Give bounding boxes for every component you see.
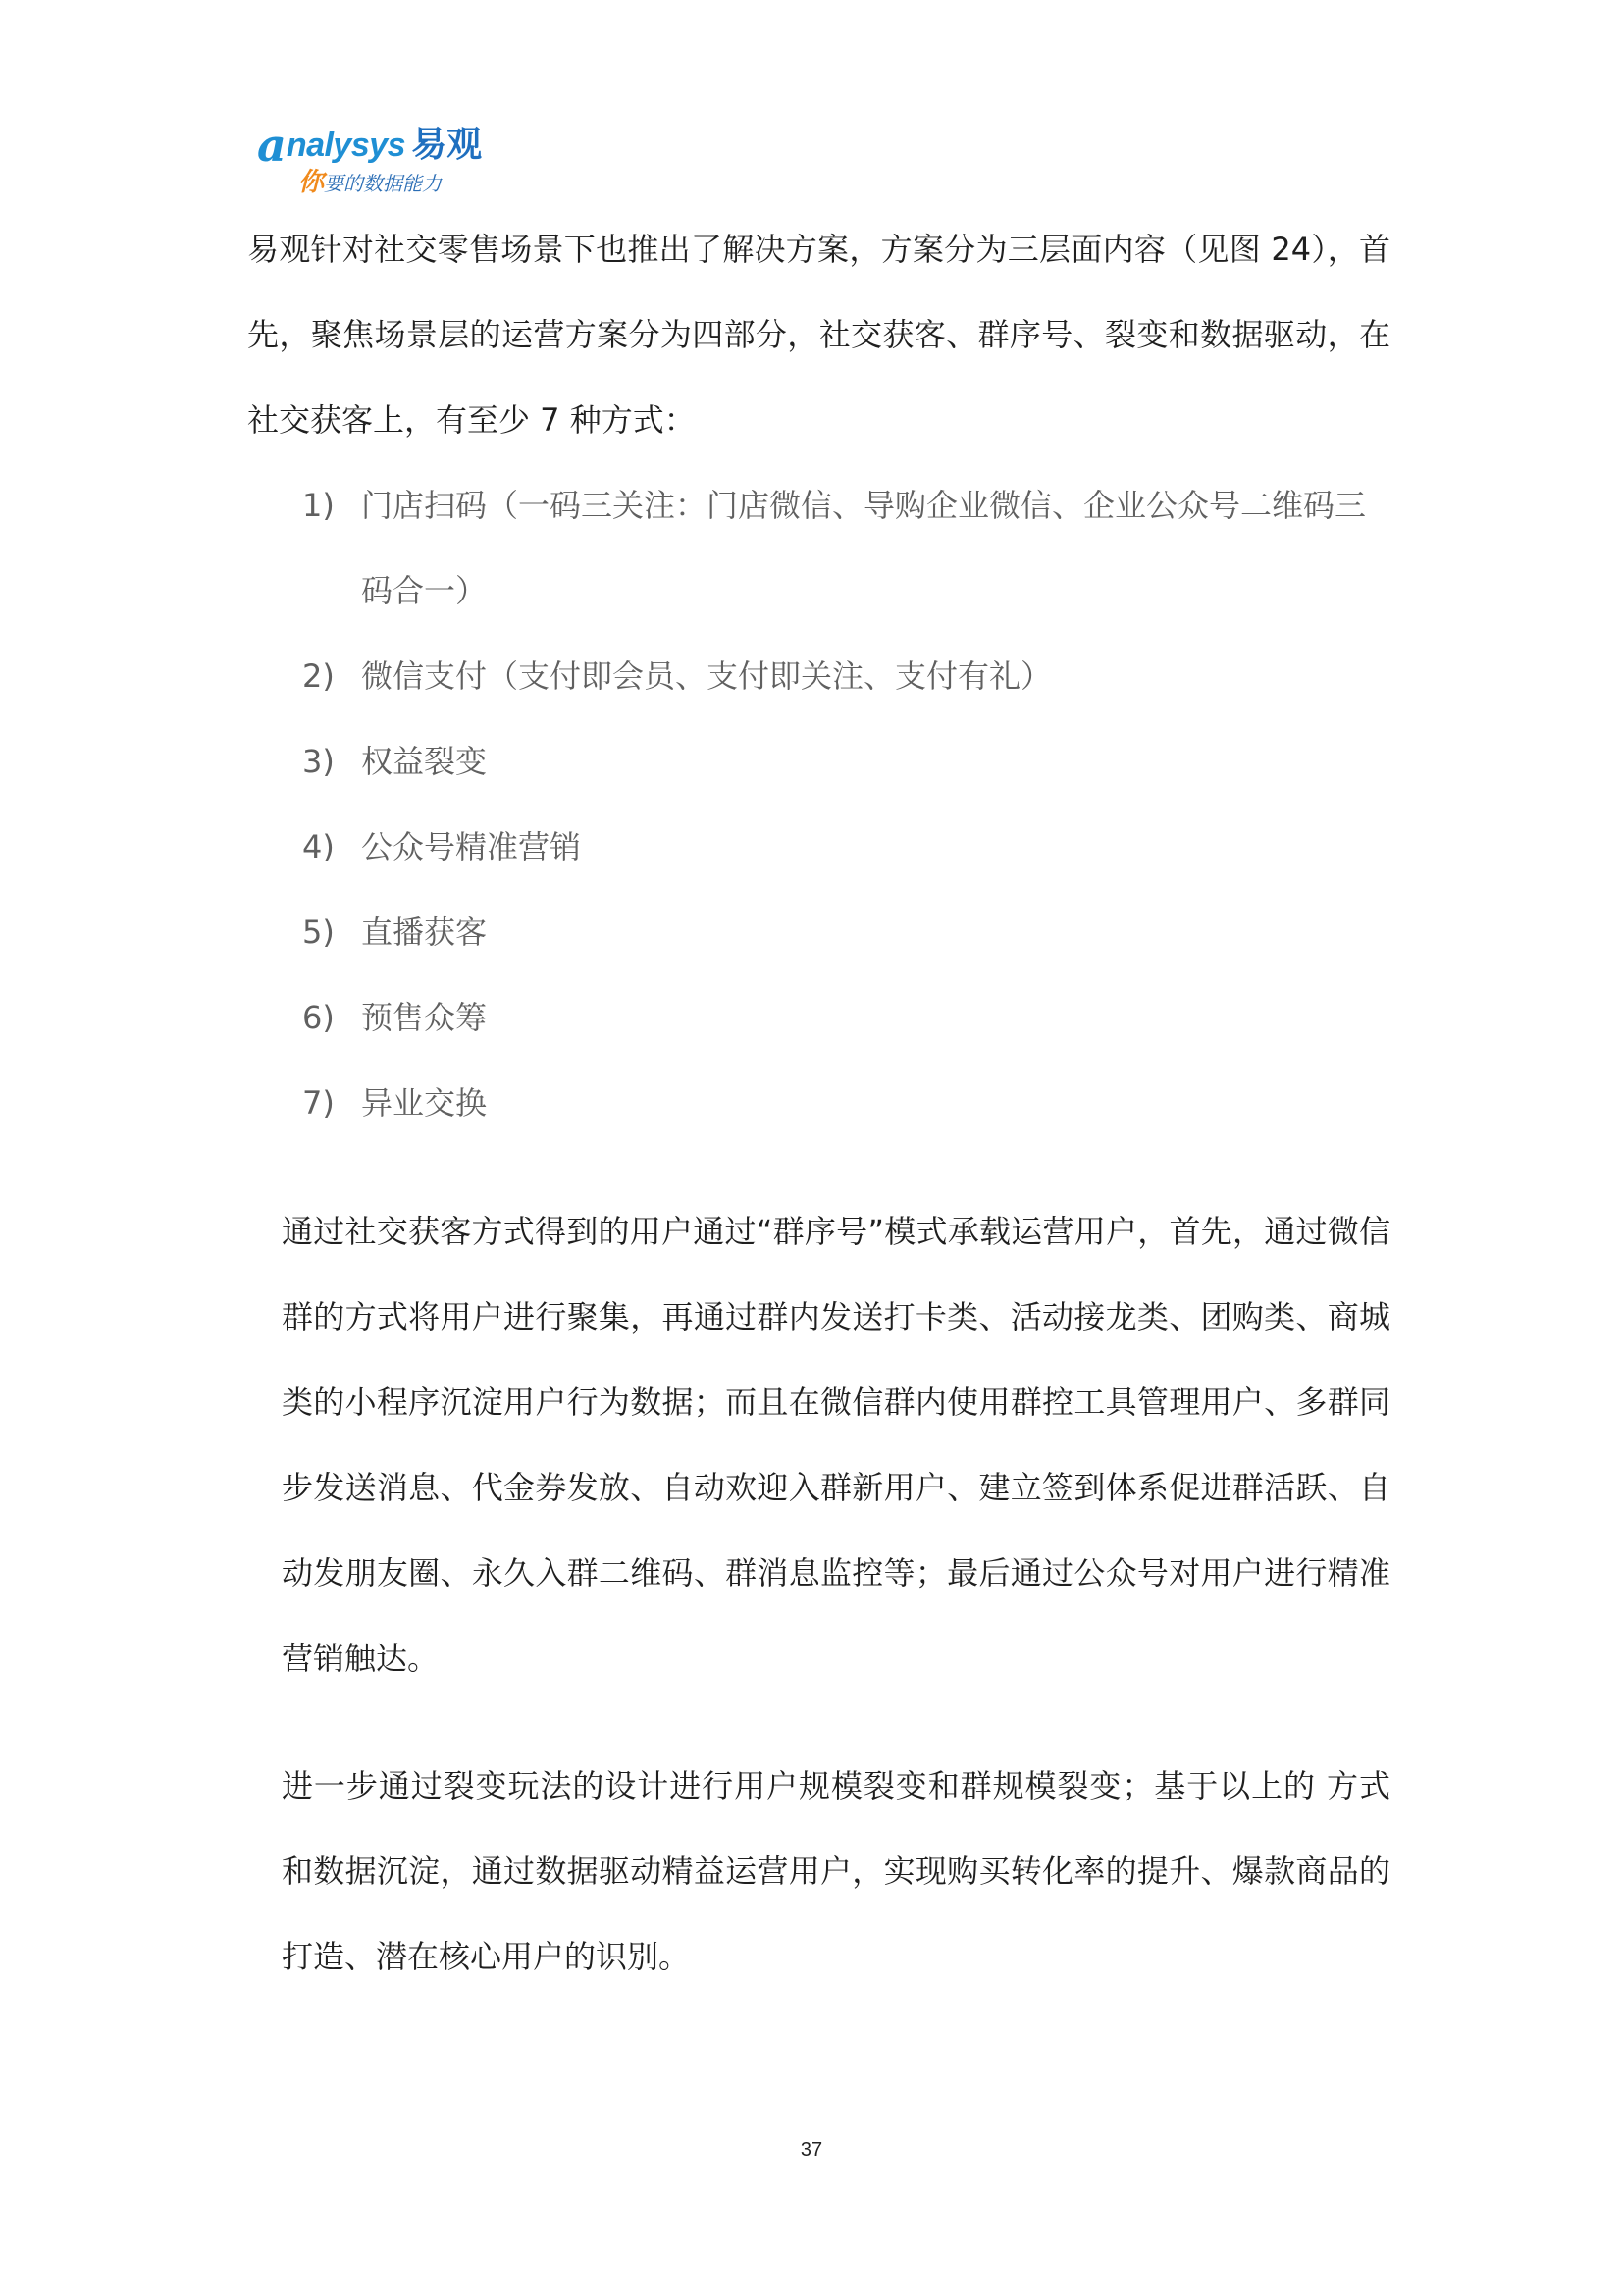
list-item-text: 微信支付（支付即会员、支付即关注、支付有礼） — [361, 657, 1053, 695]
list-item-text: 异业交换 — [361, 1084, 488, 1122]
list-item-number: 2) — [302, 657, 335, 695]
list-item-number: 7) — [302, 1084, 335, 1122]
analysys-logo — [257, 120, 512, 198]
page-number: 37 — [800, 2139, 823, 2161]
list-item-number: 1) — [302, 487, 335, 524]
logo-wordmark: nalysys — [286, 127, 406, 164]
list-item — [302, 463, 1391, 634]
list-item-text: 权益裂变 — [361, 743, 488, 780]
intro-paragraph: 易观针对社交零售场景下也推出了解决方案，方案分为三层面内容（见图 24），首先，聚焦场景层的运营方案分为四部分，社交获客、群序号、裂变和数据驱动，在社交获客上，有至少 7 种方式： — [247, 231, 1390, 439]
logo-brand — [257, 120, 482, 171]
list-item-number: 3) — [302, 743, 335, 780]
list-item — [302, 1061, 1391, 1146]
group-operation-paragraph: 通过社交获客方式得到的用户通过“群序号”模式承载运营用户，首先，通过微信群的方式将用户进行聚集，再通过群内发送打卡类、活动接龙类、团购类、商城类的小程序沉淀用户行为数据；而且在微信群内使用群控工具管理用户、多群同步发送消息、代金券发放、自动欢迎入群新用户、建立签到体系促进群活跃、自动发朋友圈、永久入群二维码、群消息监控等；最后通过公众号对用户进行精准营销触达。 — [282, 1213, 1390, 1677]
fission-paragraph: 进一步通过裂变玩法的设计进行用户规模裂变和群规模裂变；基于以上的 方式和数据沉淀，通过数据驱动精益运营用户，实现购买转化率的提升、爆款商品的打造、潜在核心用户的识别。 — [282, 1767, 1390, 1975]
list-item-text: 门店扫码（一码三关注：门店微信、导购企业微信、企业公众号二维码三码合一） — [361, 487, 1367, 609]
list-item — [302, 890, 1391, 975]
list-item-number: 5) — [302, 913, 335, 951]
list-item — [302, 975, 1391, 1061]
list-item — [302, 634, 1391, 719]
list-item-number: 6) — [302, 999, 335, 1036]
logo-tagline-rest: 要的数据能力 — [324, 172, 443, 195]
logo-tagline-first: 你 — [298, 168, 325, 197]
list-item — [302, 805, 1391, 890]
list-item — [302, 719, 1391, 805]
list-item-number: 4) — [302, 828, 335, 865]
logo-mark: a — [257, 119, 287, 172]
logo-tagline — [298, 169, 442, 199]
list-item-text: 预售众筹 — [361, 999, 488, 1036]
logo-chinese-name: 易观 — [411, 125, 483, 165]
list-item-text: 公众号精准营销 — [361, 828, 582, 865]
acquisition-methods-list — [302, 463, 1391, 1146]
list-item-text: 直播获客 — [361, 913, 488, 951]
